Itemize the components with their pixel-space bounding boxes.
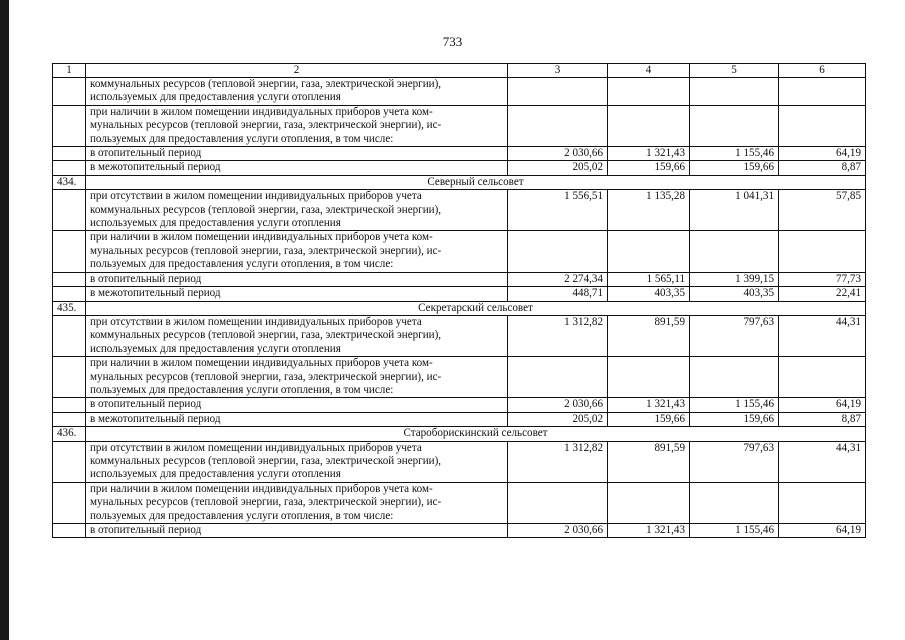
column-number-header-row bbox=[53, 64, 866, 78]
row-number-cell bbox=[53, 161, 86, 175]
table-row bbox=[53, 231, 866, 272]
description-line: используемых для предоставления услуги отопления bbox=[90, 91, 341, 104]
description-line: в отопительный период bbox=[90, 272, 202, 285]
row-number-cell bbox=[53, 398, 86, 412]
value-cell: 8,87 bbox=[779, 412, 866, 426]
description-line: в межотопительный период bbox=[90, 412, 221, 425]
description-line: при наличии в жилом помещении индивидуальных приборов учета ком- bbox=[90, 231, 433, 244]
value-cell: 77,73 bbox=[779, 272, 866, 286]
value-cell bbox=[779, 78, 866, 106]
description-cell bbox=[86, 357, 508, 398]
section-number: 435. bbox=[53, 301, 86, 315]
row-number-cell bbox=[53, 441, 86, 482]
row-number-cell bbox=[53, 231, 86, 272]
description-cell bbox=[86, 147, 508, 161]
value-cell bbox=[690, 482, 779, 523]
section-title: Северный сельсовет bbox=[86, 175, 866, 189]
column-number-header: 3 bbox=[508, 64, 608, 78]
value-cell bbox=[779, 231, 866, 272]
description-cell bbox=[86, 441, 508, 482]
table-row bbox=[53, 441, 866, 482]
description-cell bbox=[86, 398, 508, 412]
value-cell: 8,87 bbox=[779, 161, 866, 175]
value-cell bbox=[690, 78, 779, 106]
value-cell: 1 312,82 bbox=[508, 315, 608, 356]
description-line: мунальных ресурсов (тепловой энергии, газа, электрической энергии), ис- bbox=[90, 496, 442, 509]
value-cell bbox=[508, 357, 608, 398]
value-cell: 205,02 bbox=[508, 161, 608, 175]
description-line: коммунальных ресурсов (тепловой энергии, газа, электрической энергии), bbox=[90, 329, 442, 342]
row-number-cell bbox=[53, 412, 86, 426]
value-cell bbox=[779, 482, 866, 523]
value-cell bbox=[779, 357, 866, 398]
value-cell: 2 030,66 bbox=[508, 398, 608, 412]
description-cell bbox=[86, 78, 508, 106]
value-cell: 1 321,43 bbox=[608, 147, 690, 161]
table-row bbox=[53, 161, 866, 175]
description-line: при наличии в жилом помещении индивидуальных приборов учета ком- bbox=[90, 105, 433, 118]
value-cell: 159,66 bbox=[608, 161, 690, 175]
description-cell bbox=[86, 524, 508, 538]
table-row bbox=[53, 287, 866, 301]
value-cell bbox=[608, 357, 690, 398]
description-line: коммунальных ресурсов (тепловой энергии, газа, электрической энергии), bbox=[90, 203, 442, 216]
row-number-cell bbox=[53, 524, 86, 538]
table-row bbox=[53, 398, 866, 412]
description-line: при наличии в жилом помещении индивидуальных приборов учета ком- bbox=[90, 482, 433, 495]
row-number-cell bbox=[53, 78, 86, 106]
tariff-table bbox=[52, 63, 866, 538]
section-number: 434. bbox=[53, 175, 86, 189]
value-cell: 2 030,66 bbox=[508, 147, 608, 161]
value-cell: 403,35 bbox=[690, 287, 779, 301]
value-cell: 797,63 bbox=[690, 441, 779, 482]
value-cell: 64,19 bbox=[779, 524, 866, 538]
description-line: используемых для предоставления услуги отопления bbox=[90, 342, 341, 355]
description-line: мунальных ресурсов (тепловой энергии, газа, электрической энергии), ис- bbox=[90, 244, 442, 257]
value-cell: 1 399,15 bbox=[690, 272, 779, 286]
value-cell bbox=[508, 78, 608, 106]
row-number-cell bbox=[53, 357, 86, 398]
row-number-cell bbox=[53, 315, 86, 356]
description-cell bbox=[86, 231, 508, 272]
description-line: в межотопительный период bbox=[90, 287, 221, 300]
value-cell: 1 565,11 bbox=[608, 272, 690, 286]
value-cell bbox=[508, 231, 608, 272]
value-cell bbox=[508, 105, 608, 146]
section-title: Секретарский сельсовет bbox=[86, 301, 866, 315]
value-cell: 1 556,51 bbox=[508, 190, 608, 231]
row-number-cell bbox=[53, 147, 86, 161]
value-cell: 57,85 bbox=[779, 190, 866, 231]
column-number-header: 5 bbox=[690, 64, 779, 78]
section-title: Староборискинский сельсовет bbox=[86, 427, 866, 441]
table-row bbox=[53, 524, 866, 538]
table-row bbox=[53, 105, 866, 146]
row-number-cell bbox=[53, 190, 86, 231]
value-cell: 159,66 bbox=[608, 412, 690, 426]
column-number-header: 4 bbox=[608, 64, 690, 78]
row-number-cell bbox=[53, 287, 86, 301]
description-line: коммунальных ресурсов (тепловой энергии, газа, электрической энергии), bbox=[90, 454, 442, 467]
value-cell: 1 155,46 bbox=[690, 398, 779, 412]
value-cell bbox=[608, 231, 690, 272]
table-row bbox=[53, 78, 866, 106]
value-cell: 159,66 bbox=[690, 161, 779, 175]
row-number-cell bbox=[53, 272, 86, 286]
value-cell: 891,59 bbox=[608, 315, 690, 356]
description-line: коммунальных ресурсов (тепловой энергии, газа, электрической энергии), bbox=[90, 78, 442, 90]
row-number-cell bbox=[53, 105, 86, 146]
description-line: при отсутствии в жилом помещении индивидуальных приборов учета bbox=[90, 441, 422, 454]
description-line: в отопительный период bbox=[90, 398, 202, 411]
description-line: в отопительный период bbox=[90, 147, 202, 160]
value-cell: 1 312,82 bbox=[508, 441, 608, 482]
description-line: мунальных ресурсов (тепловой энергии, газа, электрической энергии), ис- bbox=[90, 370, 442, 383]
table-row bbox=[53, 482, 866, 523]
section-row bbox=[53, 175, 866, 189]
value-cell: 2 274,34 bbox=[508, 272, 608, 286]
description-line: пользуемых для предоставления услуги отопления, в том числе: bbox=[90, 509, 394, 522]
table-row bbox=[53, 190, 866, 231]
value-cell: 403,35 bbox=[608, 287, 690, 301]
value-cell: 797,63 bbox=[690, 315, 779, 356]
value-cell: 1 155,46 bbox=[690, 147, 779, 161]
description-line: мунальных ресурсов (тепловой энергии, газа, электрической энергии), ис- bbox=[90, 119, 442, 132]
table-row bbox=[53, 272, 866, 286]
value-cell: 1 321,43 bbox=[608, 524, 690, 538]
description-line: в межотопительный период bbox=[90, 161, 221, 174]
description-cell bbox=[86, 272, 508, 286]
row-number-cell bbox=[53, 482, 86, 523]
value-cell: 205,02 bbox=[508, 412, 608, 426]
section-row bbox=[53, 301, 866, 315]
description-line: в отопительный период bbox=[90, 524, 202, 536]
column-number-header: 1 bbox=[53, 64, 86, 78]
table-row bbox=[53, 412, 866, 426]
section-row bbox=[53, 427, 866, 441]
description-line: пользуемых для предоставления услуги отопления, в том числе: bbox=[90, 258, 394, 271]
value-cell: 448,71 bbox=[508, 287, 608, 301]
table-row bbox=[53, 357, 866, 398]
description-line: при наличии в жилом помещении индивидуальных приборов учета ком- bbox=[90, 357, 433, 370]
value-cell: 1 155,46 bbox=[690, 524, 779, 538]
table-row bbox=[53, 315, 866, 356]
value-cell bbox=[690, 105, 779, 146]
description-cell bbox=[86, 412, 508, 426]
value-cell: 1 135,28 bbox=[608, 190, 690, 231]
value-cell bbox=[508, 482, 608, 523]
value-cell bbox=[608, 482, 690, 523]
column-number-header: 2 bbox=[86, 64, 508, 78]
description-cell bbox=[86, 105, 508, 146]
value-cell: 22,41 bbox=[779, 287, 866, 301]
value-cell: 1 041,31 bbox=[690, 190, 779, 231]
value-cell bbox=[690, 357, 779, 398]
value-cell: 44,31 bbox=[779, 441, 866, 482]
description-cell bbox=[86, 190, 508, 231]
description-line: пользуемых для предоставления услуги отопления, в том числе: bbox=[90, 132, 394, 145]
description-cell bbox=[86, 287, 508, 301]
page-number: 733 bbox=[442, 34, 463, 49]
value-cell: 2 030,66 bbox=[508, 524, 608, 538]
value-cell: 891,59 bbox=[608, 441, 690, 482]
value-cell bbox=[608, 78, 690, 106]
scan-left-edge bbox=[0, 0, 9, 640]
value-cell: 44,31 bbox=[779, 315, 866, 356]
section-number: 436. bbox=[53, 427, 86, 441]
value-cell: 64,19 bbox=[779, 147, 866, 161]
value-cell: 64,19 bbox=[779, 398, 866, 412]
description-line: пользуемых для предоставления услуги отопления, в том числе: bbox=[90, 383, 394, 396]
description-line: используемых для предоставления услуги отопления bbox=[90, 468, 341, 481]
description-line: при отсутствии в жилом помещении индивидуальных приборов учета bbox=[90, 190, 422, 203]
value-cell bbox=[608, 105, 690, 146]
description-line: используемых для предоставления услуги отопления bbox=[90, 217, 341, 230]
value-cell: 159,66 bbox=[690, 412, 779, 426]
value-cell bbox=[690, 231, 779, 272]
table-row bbox=[53, 147, 866, 161]
description-line: при отсутствии в жилом помещении индивидуальных приборов учета bbox=[90, 315, 422, 328]
description-cell bbox=[86, 161, 508, 175]
value-cell bbox=[779, 105, 866, 146]
column-number-header: 6 bbox=[779, 64, 866, 78]
description-cell bbox=[86, 315, 508, 356]
value-cell: 1 321,43 bbox=[608, 398, 690, 412]
table-body bbox=[53, 78, 866, 538]
description-cell bbox=[86, 482, 508, 523]
